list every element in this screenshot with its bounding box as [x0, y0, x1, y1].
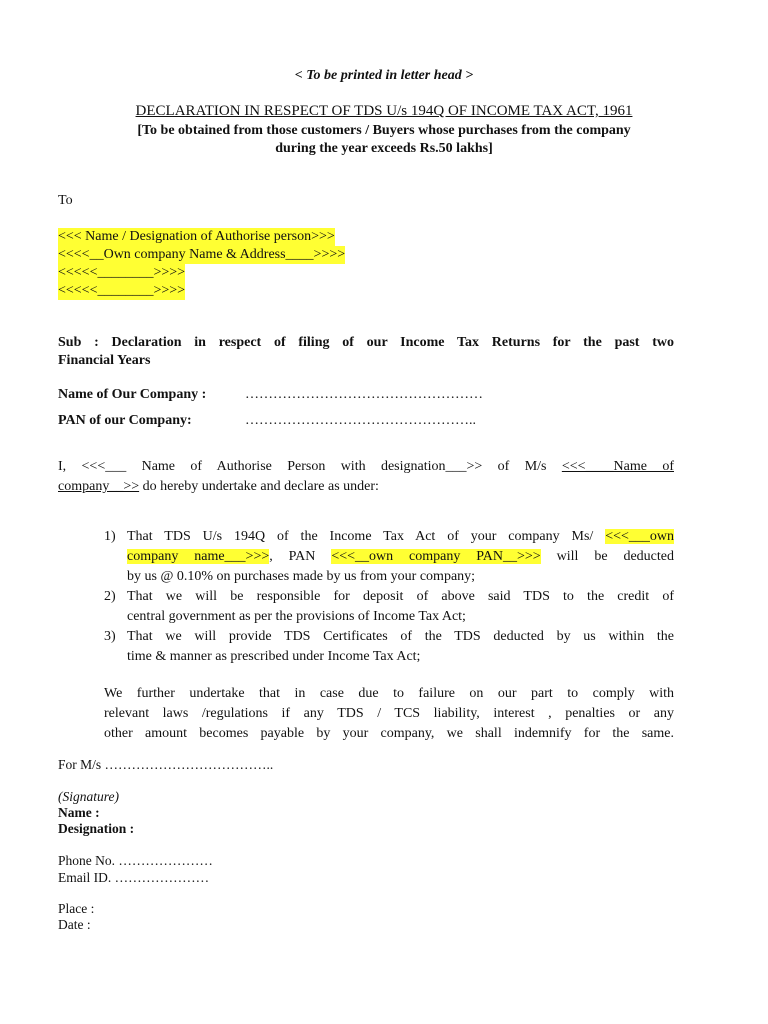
page-title: DECLARATION IN RESPECT OF TDS U/s 194Q OF INCOME TAX ACT, 1961 — [135, 103, 633, 119]
pan-label: PAN of our Company: — [58, 413, 192, 428]
undertaking-line-1: We further undertake that in case due to failure on our part to comply with — [104, 686, 674, 701]
subject — [58, 334, 674, 370]
company-name-label: Name of Our Company : — [58, 387, 207, 402]
undertaking-line-2: relevant laws /regulations if any TDS / TCS liability, interest , penalties or any — [104, 706, 674, 721]
signature-label: (Signature) — [58, 789, 119, 804]
list-item-number: 2) — [104, 589, 116, 604]
date-label: Date : — [58, 917, 91, 932]
for-company-line: For M/s ……………………………….. — [58, 757, 274, 772]
list-item — [0, 527, 768, 587]
list-item-number: 3) — [104, 629, 116, 644]
list-item — [0, 587, 768, 627]
company-name-dots: …………………………………………… — [245, 387, 483, 402]
intro-text-2: do hereby undertake and declare as under: — [139, 479, 379, 494]
list-item-number: 1) — [104, 529, 116, 544]
item-1-text: That TDS U/s 194Q of the Income Tax Act of your company Ms/ — [127, 529, 606, 544]
signature-block — [58, 789, 134, 837]
contact-block — [58, 852, 213, 886]
subtitle-line-2: during the year exceeds Rs.50 lakhs] — [275, 141, 493, 156]
subject-line-1: Sub : Declaration in respect of filing of our Income Tax Returns for the past two — [58, 335, 674, 350]
email-line: Email ID. ………………… — [58, 870, 210, 885]
own-company-placeholder-end: company name___>>> — [127, 549, 270, 564]
item-2-line-1: That we will be responsible for deposit of above said TDS to the credit of — [127, 589, 674, 604]
own-company-pan-placeholder: <<<__own company PAN__>>> — [331, 549, 541, 564]
address-line-1: <<< Name / Designation of Authorise person>>> — [58, 229, 335, 244]
designation-label: Designation : — [58, 821, 135, 836]
place-label: Place : — [58, 901, 95, 916]
address-block — [58, 228, 345, 300]
item-3-line-1: That we will provide TDS Certificates of the TDS deducted by us within the — [127, 629, 674, 644]
address-line-3: <<<<<________>>>> — [58, 265, 186, 280]
address-line-4: <<<<<________>>>> — [58, 283, 186, 298]
item-1-pan-text: , PAN — [269, 549, 332, 564]
intro-company-placeholder: <<<____Name of — [561, 459, 674, 474]
item-1-deducted-text: will be deducted — [540, 549, 674, 564]
item-1-rate-text: by us @ 0.10% on purchases made by us from your company; — [127, 569, 476, 584]
intro-paragraph — [58, 457, 674, 497]
subject-line-2: Financial Years — [58, 353, 151, 368]
subtitle-line-1: [To be obtained from those customers / Buyers whose purchases from the company — [137, 123, 631, 138]
phone-line: Phone No. ………………… — [58, 853, 213, 868]
intro-company-placeholder-end: company__>> — [58, 479, 140, 494]
intro-text-1: I, <<<___ Name of Authorise Person with designation___>> of M/s — [58, 459, 562, 474]
pan-dots: ………………………………………….. — [245, 413, 476, 428]
own-company-placeholder: <<<___own — [605, 529, 674, 544]
to-label: To — [58, 193, 73, 208]
undertaking-paragraph — [104, 684, 674, 744]
list-item — [0, 627, 768, 667]
declaration-list — [0, 527, 768, 667]
name-label: Name : — [58, 805, 100, 820]
address-line-2: <<<<__Own company Name & Address____>>>> — [58, 247, 346, 262]
place-date-block — [58, 901, 94, 933]
undertaking-line-3: other amount becomes payable by your company, we shall indemnify for the same. — [104, 726, 674, 741]
item-2-line-2: central government as per the provisions of Income Tax Act; — [127, 609, 466, 624]
item-3-line-2: time & manner as prescribed under Income Tax Act; — [127, 649, 421, 664]
letterhead-note: < To be printed in letter head > — [294, 68, 474, 83]
